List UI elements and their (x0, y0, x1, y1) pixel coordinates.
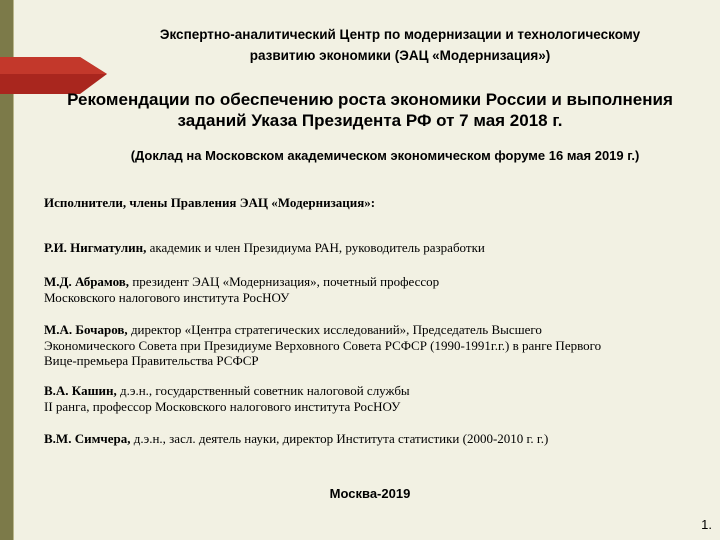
executor-item (44, 240, 714, 256)
page-title (30, 89, 710, 131)
executor-description: академик и член Президиума РАН, руководитель разработки (149, 240, 485, 255)
executor-description: Вице-премьера Правительства РСФСР (44, 353, 259, 368)
org-line-1: Экспертно-аналитический Центр по модернизации и технологическому (159, 27, 641, 42)
executor-item (44, 322, 714, 369)
executor-name: Р.И. Нигматулин, (44, 240, 147, 255)
city-year: Москва-2019 (329, 486, 411, 501)
org-line-2: развитию экономики (ЭАЦ «Модернизация») (249, 48, 551, 63)
executor-item (44, 431, 714, 447)
executor-name: М.А. Бочаров, (44, 322, 128, 337)
page-number: 1. (701, 517, 712, 532)
executor-name: В.М. Симчера, (44, 431, 131, 446)
title-line-2: заданий Указа Президента РФ от 7 мая 2018 г. (177, 111, 563, 130)
executors-heading: Исполнители, члены Правления ЭАЦ «Модернизация»: (44, 195, 376, 210)
executor-description: д.э.н., государственный советник налоговой службы (120, 383, 410, 398)
executor-description: Экономического Совета при Президиуме Верховного Совета РСФСР (1990-1991г.г.) в ранге Первого (44, 337, 602, 353)
executor-item (44, 383, 714, 414)
executor-name: В.А. Кашин, (44, 383, 117, 398)
executor-name: М.Д. Абрамов, (44, 274, 130, 289)
executor-item (44, 274, 714, 305)
title-line-1: Рекомендации по обеспечению роста экономики России и выполнения (67, 90, 673, 109)
executor-description: д.э.н., засл. деятель науки, директор Института статистики (2000-2010 г. г.) (133, 431, 549, 446)
executor-description: Московского налогового института РосНОУ (44, 289, 290, 305)
subtitle: (Доклад на Московском академическом экономическом форуме 16 мая 2019 г.) (130, 148, 640, 163)
organization-header (120, 24, 680, 66)
red-arrow-tab (0, 0, 110, 100)
executor-description: президент ЭАЦ «Модернизация», почетный профессор (132, 274, 440, 289)
executor-description: директор «Центра стратегических исследований», Председатель Высшего (130, 322, 542, 337)
executor-description: II ранга, профессор Московского налогового института РосНОУ (44, 398, 401, 414)
